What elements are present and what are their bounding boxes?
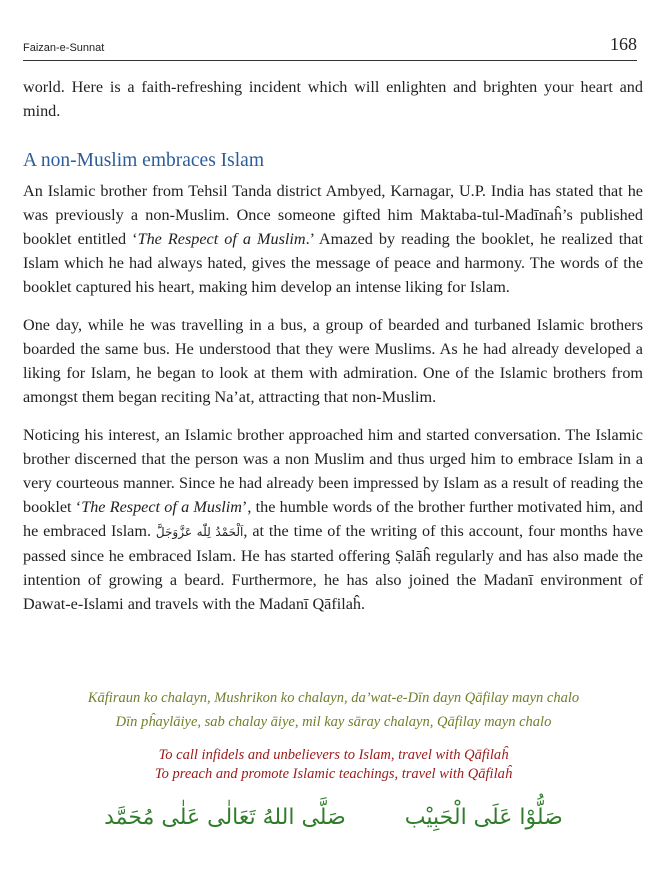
salawat-left: صَلَّى اللهُ تَعَالٰى عَلٰى مُحَمَّد bbox=[104, 805, 346, 830]
poem-line-2: Dīn pĥaylāiye, sab chalay āiye, mil kay sāray chalayn, Qāfilay mayn chalo bbox=[115, 714, 552, 730]
booklet-title-1: The Respect of a Muslim bbox=[137, 230, 306, 248]
salawat-right: صَلُّوْا عَلَى الْحَبِيْب bbox=[404, 805, 563, 830]
section-heading: A non-Muslim embraces Islam bbox=[23, 150, 264, 171]
translation-block bbox=[0, 746, 667, 784]
page-content bbox=[23, 75, 643, 630]
paragraph-1 bbox=[23, 179, 643, 299]
paragraph-3-text-a: Noticing his interest, an Islamic brother approached him and started conversation. The Islamic brother discerned that the person was a non Muslim and thus urged him to embrace Islam in a very courteous manner. Since he had already been impressed by Islam as a result of reading the booklet ‘ bbox=[23, 426, 643, 516]
salawat-calligraphy bbox=[0, 805, 667, 845]
page-header bbox=[23, 34, 637, 61]
paragraph-1-text-a: An Islamic brother from Tehsil Tanda district Ambyed, Karnagar, U.P. India has stated that he was previously a non-Muslim. Once someone gifted him Maktaba-tul-Madīnaĥ’s published booklet entitled ‘ bbox=[23, 182, 643, 248]
arabic-praise: اَلْحَمْدُ لِلّٰه عَزَّوَجَلَّ bbox=[155, 525, 244, 539]
paragraph-3-text-c: , at the time of the writing of this account, four months have passed since he embraced Islam. He has started offering Ṣalāĥ regularly and has also made the intention of growing a beard. Furthermore, he has also joined the Madanī environment of Dawat-e-Islami and travels with the Madanī Qāfilaĥ. bbox=[23, 522, 643, 613]
intro-paragraph: world. Here is a faith-refreshing incident which will enlighten and brighten your heart and mind. bbox=[23, 78, 643, 120]
page-number: 168 bbox=[610, 34, 637, 54]
paragraph-3 bbox=[23, 423, 643, 616]
paragraph-1-text-b: .’ Amazed by reading the booklet, he realized that Islam which he had always hated, gives the message of peace and harmony. The words of the booklet captured his heart, making him develop an intense liking for Islam. bbox=[23, 230, 643, 296]
translation-line-2: To preach and promote Islamic teachings, travel with Qāfilaĥ bbox=[154, 766, 513, 782]
translation-line-1: To call infidels and unbelievers to Islam, travel with Qāfilaĥ bbox=[158, 747, 509, 763]
booklet-title-2: The Respect of a Muslim bbox=[81, 498, 242, 516]
paragraph-3-text-b: ’, the humble words of the brother further motivated him, and he embraced Islam. bbox=[23, 498, 644, 540]
paragraph-2: One day, while he was travelling in a bus, a group of bearded and turbaned Islamic brothers boarded the same bus. He understood that they were Muslims. As he had already developed a liking for Islam, he began to look at them with admiration. One of the Islamic brothers from amongst them began reciting Na’at, attracting that non-Muslim. bbox=[23, 316, 643, 406]
poem-line-1: Kāfiraun ko chalayn, Mushrikon ko chalayn, da’wat-e-Dīn dayn Qāfilay mayn chalo bbox=[87, 690, 580, 706]
poem-block bbox=[0, 686, 667, 734]
book-title: Faizan-e-Sunnat bbox=[23, 42, 105, 54]
